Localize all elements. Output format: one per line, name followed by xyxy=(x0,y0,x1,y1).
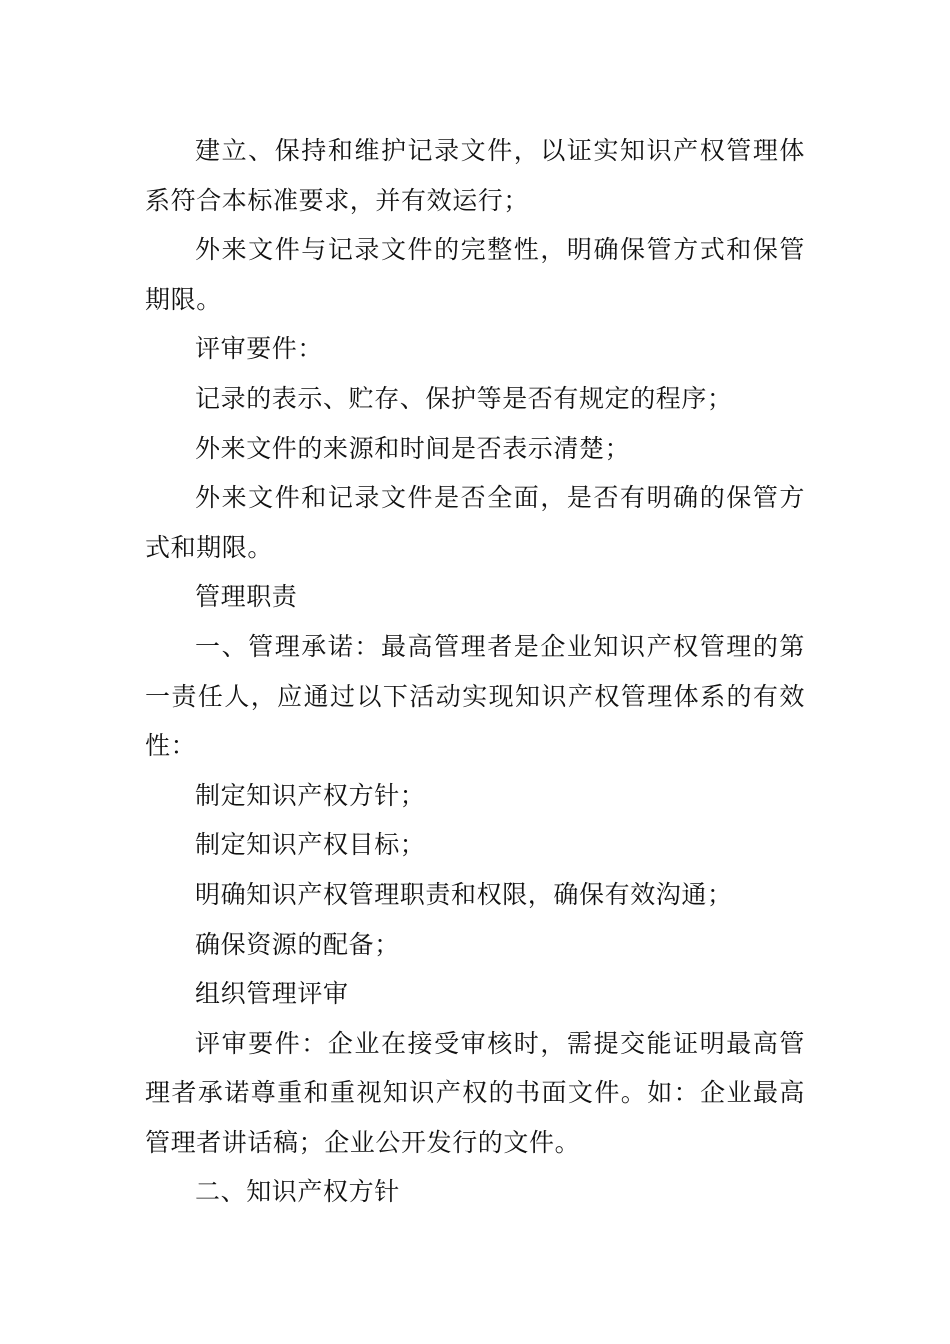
paragraph-management-commitment: 一、管理承诺：最高管理者是企业知识产权管理的第一责任人，应通过以下活动实现知识产权管理体系的有效性： xyxy=(145,631,805,761)
paragraph-commitment-item-3: 明确知识产权管理职责和权限，确保有效沟通； xyxy=(195,879,733,909)
section-heading-ip-policy: 二、知识产权方针 xyxy=(195,1177,400,1207)
paragraph-commitment-review-requirements: 评审要件：企业在接受审核时，需提交能证明最高管理者承诺尊重和重视知识产权的书面文件。如：企业最高管理者讲话稿；企业公开发行的文件。 xyxy=(145,1028,805,1157)
paragraph-external-documents: 外来文件与记录文件的完整性，明确保管方式和保管期限。 xyxy=(145,235,805,314)
section-heading-management-duties: 管理职责 xyxy=(195,582,298,612)
paragraph-review-item-3: 外来文件和记录文件是否全面，是否有明确的保管方式和期限。 xyxy=(145,483,805,562)
paragraph-commitment-item-4: 确保资源的配备； xyxy=(195,929,400,959)
paragraph-commitment-item-2: 制定知识产权目标； xyxy=(195,830,426,860)
paragraph-commitment-item-5: 组织管理评审 xyxy=(195,979,349,1009)
paragraph-review-item-2: 外来文件的来源和时间是否表示清楚； xyxy=(195,433,631,463)
document-body xyxy=(145,126,805,1217)
paragraph-review-requirements-heading: 评审要件： xyxy=(195,334,324,364)
paragraph-review-item-1: 记录的表示、贮存、保护等是否有规定的程序； xyxy=(195,383,733,413)
paragraph-commitment-item-1: 制定知识产权方针； xyxy=(195,780,426,810)
paragraph-records-maintenance: 建立、保持和维护记录文件，以证实知识产权管理体系符合本标准要求，并有效运行； xyxy=(145,136,805,215)
